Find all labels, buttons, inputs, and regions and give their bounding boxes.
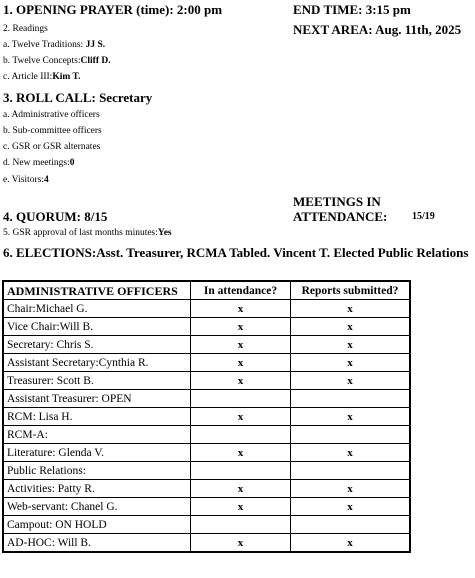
traditions-label: a. Twelve Traditions: bbox=[3, 40, 84, 50]
table-row bbox=[3, 444, 410, 462]
officers-table bbox=[2, 280, 411, 553]
reports-cell bbox=[291, 462, 411, 480]
article-label: c. Article III: bbox=[3, 72, 53, 82]
officer-name-cell: Web-servant: Chanel G. bbox=[3, 498, 191, 516]
officer-name-cell: AD-HOC: Will B. bbox=[3, 534, 191, 553]
new-meetings-count: 0 bbox=[69, 158, 75, 168]
table-row bbox=[3, 516, 410, 534]
attendance-cell: x bbox=[191, 300, 291, 318]
table-row bbox=[3, 390, 410, 408]
table-row bbox=[3, 300, 410, 318]
table-row bbox=[3, 480, 410, 498]
readings-heading: 2. Readings bbox=[3, 24, 48, 34]
reports-cell: x bbox=[291, 480, 411, 498]
column-header: In attendance? bbox=[191, 281, 291, 300]
opening-prayer-heading: 1. OPENING PRAYER (time): 2:00 pm bbox=[3, 2, 223, 17]
reports-cell bbox=[291, 426, 411, 444]
table-row bbox=[3, 318, 410, 336]
roll-call-heading: 3. ROLL CALL: Secretary bbox=[3, 90, 153, 105]
officer-name-cell: Literature: Glenda V. bbox=[3, 444, 191, 462]
officer-name-cell: RCM: Lisa H. bbox=[3, 408, 191, 426]
meetings-attendance-label-2: ATTENDANCE: bbox=[293, 209, 388, 224]
roll-call-visitors bbox=[3, 175, 49, 185]
reports-cell: x bbox=[291, 444, 411, 462]
concepts-label: b. Twelve Concepts: bbox=[3, 56, 81, 66]
readings-article bbox=[3, 72, 80, 82]
visitors-count: 4 bbox=[43, 175, 49, 185]
traditions-reader: JJ S. bbox=[85, 40, 106, 50]
officer-name-cell: Treasurer: Scott B. bbox=[3, 372, 191, 390]
reports-cell: x bbox=[291, 318, 411, 336]
next-area: NEXT AREA: Aug. 11th, 2025 bbox=[293, 22, 462, 37]
reports-cell: x bbox=[291, 336, 411, 354]
officer-name-cell: Secretary: Chris S. bbox=[3, 336, 191, 354]
visitors-label: e. Visitors: bbox=[3, 175, 44, 185]
attendance-cell bbox=[191, 426, 291, 444]
quorum-heading: 4. QUORUM: 8/15 bbox=[3, 209, 108, 224]
table-header-row bbox=[3, 281, 410, 300]
officer-name-cell: Campout: ON HOLD bbox=[3, 516, 191, 534]
reports-cell: x bbox=[291, 354, 411, 372]
roll-call-new-meetings bbox=[3, 158, 75, 168]
concepts-reader: Cliff D. bbox=[80, 56, 111, 66]
attendance-cell: x bbox=[191, 480, 291, 498]
attendance-cell: x bbox=[191, 336, 291, 354]
officer-name-cell: RCM-A: bbox=[3, 426, 191, 444]
table-row bbox=[3, 354, 410, 372]
officer-name-cell: Assistant Treasurer: OPEN bbox=[3, 390, 191, 408]
attendance-cell bbox=[191, 516, 291, 534]
attendance-cell: x bbox=[191, 372, 291, 390]
gsr-approval-label: 5. GSR approval of last months minutes: bbox=[3, 228, 158, 238]
attendance-cell: x bbox=[191, 534, 291, 553]
gsr-approval bbox=[3, 228, 172, 238]
table-row bbox=[3, 534, 410, 553]
table-row bbox=[3, 462, 410, 480]
roll-call-item: a. Administrative officers bbox=[3, 110, 100, 120]
reports-cell bbox=[291, 390, 411, 408]
table-row bbox=[3, 336, 410, 354]
attendance-cell: x bbox=[191, 318, 291, 336]
attendance-cell: x bbox=[191, 408, 291, 426]
meetings-attendance-label-1: MEETINGS IN bbox=[293, 194, 381, 209]
readings-concepts bbox=[3, 56, 111, 66]
officer-name-cell: Public Relations: bbox=[3, 462, 191, 480]
reports-cell: x bbox=[291, 534, 411, 553]
reports-cell: x bbox=[291, 300, 411, 318]
table-row bbox=[3, 372, 410, 390]
reports-cell: x bbox=[291, 408, 411, 426]
column-header: ADMINISTRATIVE OFFICERS bbox=[3, 281, 191, 300]
table-row bbox=[3, 408, 410, 426]
readings-traditions bbox=[3, 40, 105, 50]
new-meetings-label: d. New meetings: bbox=[3, 158, 70, 168]
table-row bbox=[3, 426, 410, 444]
reports-cell: x bbox=[291, 498, 411, 516]
elections-heading: 6. ELECTIONS:Asst. Treasurer, RCMA Tabled. Vincent T. Elected Public Relations bbox=[3, 245, 469, 260]
attendance-cell bbox=[191, 390, 291, 408]
roll-call-item: c. GSR or GSR alternates bbox=[3, 142, 101, 152]
officer-name-cell: Vice Chair:Will B. bbox=[3, 318, 191, 336]
attendance-cell: x bbox=[191, 498, 291, 516]
column-header: Reports submitted? bbox=[291, 281, 411, 300]
meetings-attendance-value: 15/19 bbox=[412, 211, 435, 222]
attendance-cell: x bbox=[191, 354, 291, 372]
roll-call-item: b. Sub-committee officers bbox=[3, 126, 102, 136]
article-reader: Kim T. bbox=[52, 72, 81, 82]
end-time: END TIME: 3:15 pm bbox=[293, 2, 411, 17]
officer-name-cell: Activities: Patty R. bbox=[3, 480, 191, 498]
officer-name-cell: Assistant Secretary:Cynthia R. bbox=[3, 354, 191, 372]
attendance-cell: x bbox=[191, 444, 291, 462]
attendance-cell bbox=[191, 462, 291, 480]
officer-name-cell: Chair:Michael G. bbox=[3, 300, 191, 318]
table-row bbox=[3, 498, 410, 516]
reports-cell: x bbox=[291, 372, 411, 390]
gsr-approval-value: Yes bbox=[157, 228, 172, 238]
reports-cell bbox=[291, 516, 411, 534]
